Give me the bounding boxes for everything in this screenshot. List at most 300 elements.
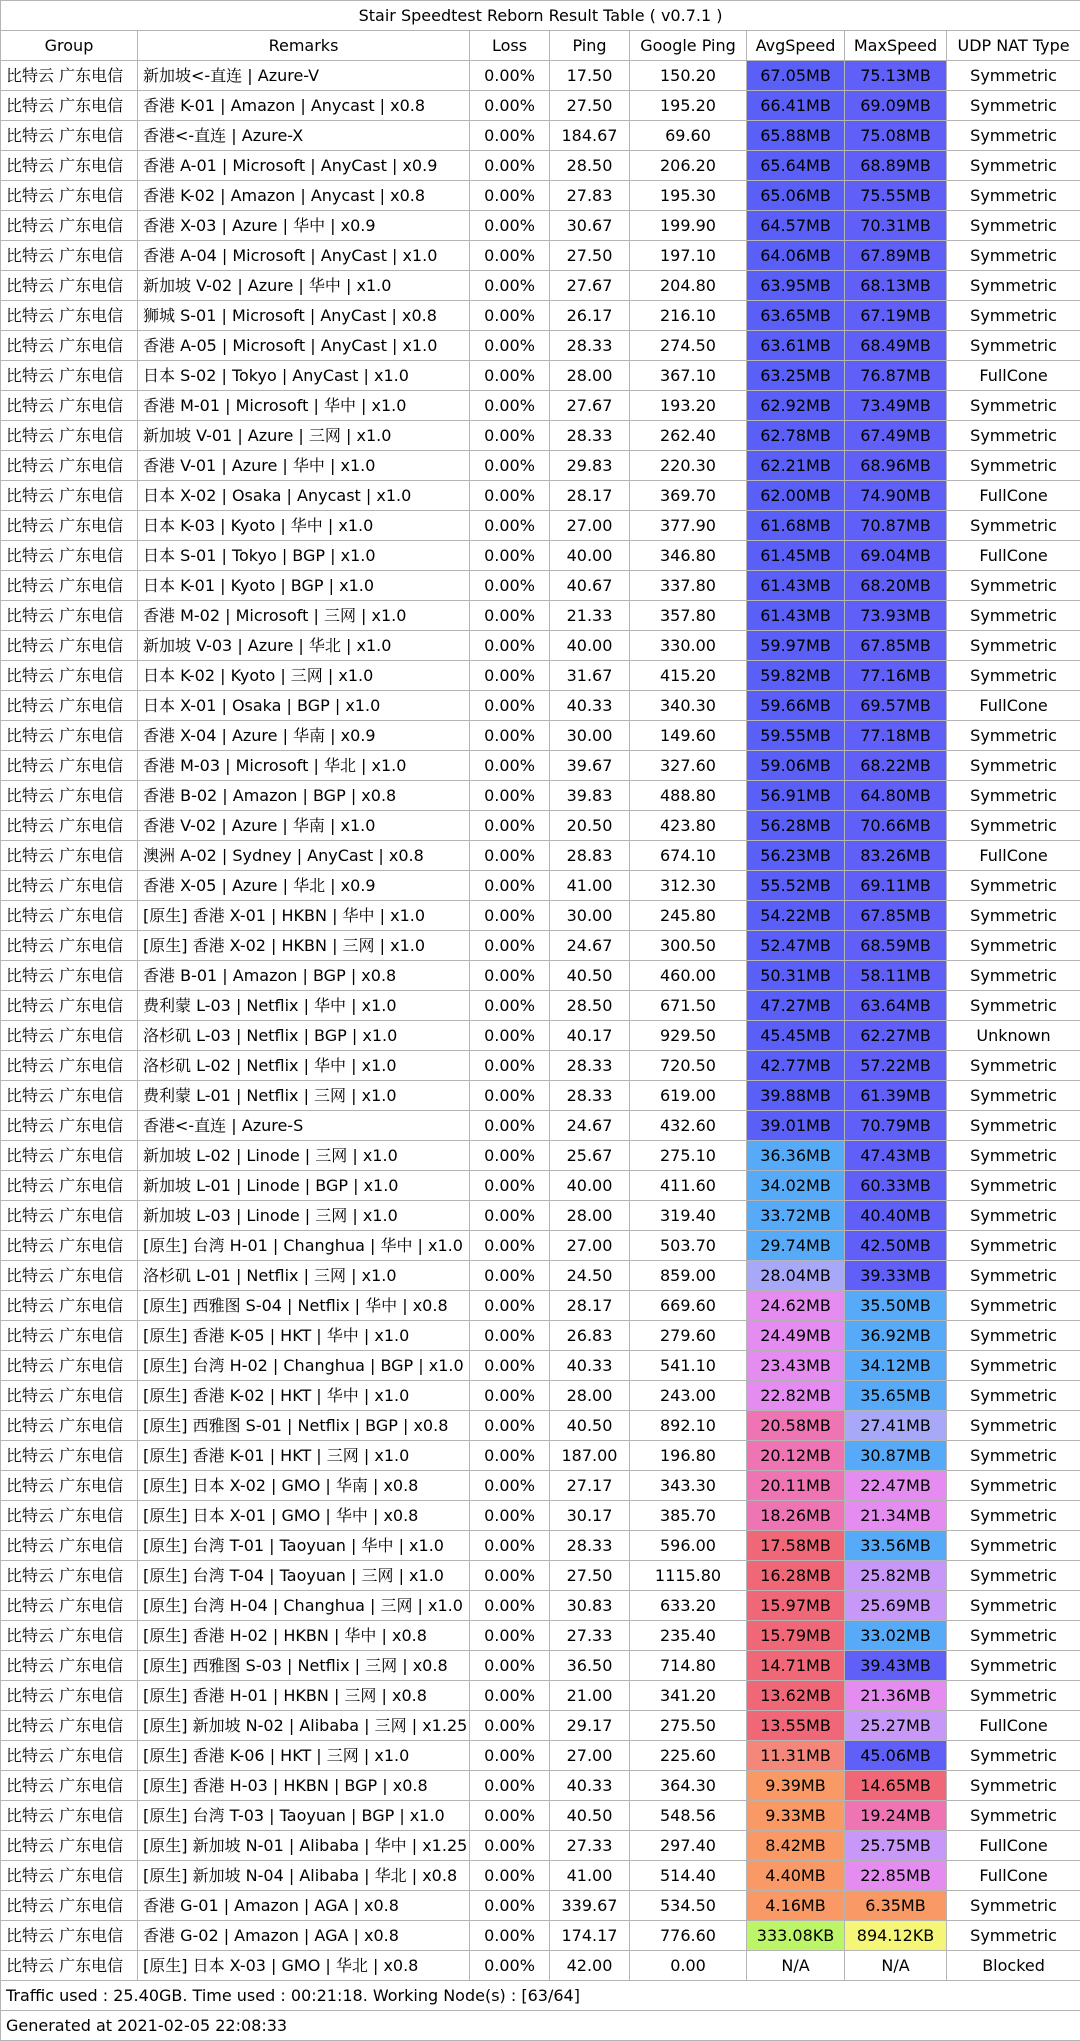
cell-max-speed: 68.89MB [845,151,947,181]
cell-ping: 40.33 [550,1351,630,1381]
table-row [1,421,1080,451]
cell-loss: 0.00% [470,391,550,421]
cell-max-speed: 21.34MB [845,1501,947,1531]
cell-ping: 28.00 [550,1381,630,1411]
cell-max-speed: 61.39MB [845,1081,947,1111]
cell-max-speed: 36.92MB [845,1321,947,1351]
cell-google-ping: 279.60 [630,1321,747,1351]
cell-loss: 0.00% [470,61,550,91]
cell-loss: 0.00% [470,871,550,901]
cell-ping: 187.00 [550,1441,630,1471]
table-row [1,1591,1080,1621]
cell-max-speed: 77.18MB [845,721,947,751]
cell-avg-speed: 65.06MB [747,181,845,211]
cell-google-ping: 423.80 [630,811,747,841]
table-row [1,1231,1080,1261]
cell-loss: 0.00% [470,1411,550,1441]
cell-loss: 0.00% [470,1591,550,1621]
cell-avg-speed: 61.43MB [747,571,845,601]
table-row [1,1531,1080,1561]
cell-loss: 0.00% [470,1261,550,1291]
header-loss: Loss [470,31,550,61]
cell-group: 比特云 广东电信 [1,451,138,481]
cell-avg-speed: 15.97MB [747,1591,845,1621]
cell-loss: 0.00% [470,1921,550,1951]
cell-google-ping: 674.10 [630,841,747,871]
cell-ping: 40.50 [550,1411,630,1441]
cell-max-speed: 67.19MB [845,301,947,331]
cell-google-ping: 619.00 [630,1081,747,1111]
table-row [1,151,1080,181]
cell-udp-nat-type: FullCone [947,1711,1080,1741]
cell-ping: 26.17 [550,301,630,331]
cell-loss: 0.00% [470,901,550,931]
cell-avg-speed: 67.05MB [747,61,845,91]
cell-ping: 28.17 [550,1291,630,1321]
table-row [1,1321,1080,1351]
cell-remarks: 香港 A-04 | Microsoft | AnyCast | x1.0 [138,241,470,271]
cell-group: 比特云 广东电信 [1,901,138,931]
cell-avg-speed: 13.62MB [747,1681,845,1711]
cell-remarks: 新加坡<-直连 | Azure-V [138,61,470,91]
cell-max-speed: 894.12KB [845,1921,947,1951]
cell-avg-speed: 39.01MB [747,1111,845,1141]
cell-avg-speed: 16.28MB [747,1561,845,1591]
cell-avg-speed: N/A [747,1951,845,1981]
cell-ping: 36.50 [550,1651,630,1681]
cell-udp-nat-type: Symmetric [947,721,1080,751]
cell-udp-nat-type: FullCone [947,691,1080,721]
cell-udp-nat-type: FullCone [947,1831,1080,1861]
cell-loss: 0.00% [470,781,550,811]
cell-max-speed: 69.09MB [845,91,947,121]
cell-remarks: 香港 V-02 | Azure | 华南 | x1.0 [138,811,470,841]
cell-avg-speed: 55.52MB [747,871,845,901]
cell-group: 比特云 广东电信 [1,151,138,181]
cell-udp-nat-type: Symmetric [947,661,1080,691]
cell-group: 比特云 广东电信 [1,571,138,601]
cell-max-speed: 19.24MB [845,1801,947,1831]
cell-avg-speed: 28.04MB [747,1261,845,1291]
cell-avg-speed: 63.65MB [747,301,845,331]
cell-loss: 0.00% [470,1321,550,1351]
cell-google-ping: 235.40 [630,1621,747,1651]
cell-ping: 39.83 [550,781,630,811]
cell-loss: 0.00% [470,631,550,661]
cell-group: 比特云 广东电信 [1,1861,138,1891]
cell-max-speed: 69.11MB [845,871,947,901]
cell-ping: 27.00 [550,511,630,541]
table-row [1,1201,1080,1231]
cell-ping: 28.33 [550,1081,630,1111]
cell-group: 比特云 广东电信 [1,1171,138,1201]
cell-remarks: 香港 K-01 | Amazon | Anycast | x0.8 [138,91,470,121]
cell-group: 比特云 广东电信 [1,1291,138,1321]
cell-loss: 0.00% [470,1531,550,1561]
cell-ping: 40.33 [550,1771,630,1801]
cell-google-ping: 720.50 [630,1051,747,1081]
cell-avg-speed: 62.21MB [747,451,845,481]
cell-google-ping: 312.30 [630,871,747,901]
cell-google-ping: 337.80 [630,571,747,601]
cell-ping: 26.83 [550,1321,630,1351]
cell-group: 比特云 广东电信 [1,991,138,1021]
cell-group: 比特云 广东电信 [1,1441,138,1471]
cell-avg-speed: 62.78MB [747,421,845,451]
cell-group: 比特云 广东电信 [1,1921,138,1951]
cell-remarks: [原生] 香港 K-05 | HKT | 华中 | x1.0 [138,1321,470,1351]
cell-google-ping: 377.90 [630,511,747,541]
cell-remarks: 费利蒙 L-03 | Netflix | 华中 | x1.0 [138,991,470,1021]
cell-group: 比特云 广东电信 [1,1411,138,1441]
cell-udp-nat-type: Symmetric [947,901,1080,931]
cell-group: 比特云 广东电信 [1,931,138,961]
table-row [1,391,1080,421]
cell-remarks: 香港<-直连 | Azure-X [138,121,470,151]
cell-group: 比特云 广东电信 [1,481,138,511]
cell-max-speed: 67.85MB [845,631,947,661]
cell-google-ping: 415.20 [630,661,747,691]
cell-ping: 27.67 [550,391,630,421]
cell-google-ping: 69.60 [630,121,747,151]
cell-loss: 0.00% [470,1171,550,1201]
cell-loss: 0.00% [470,1681,550,1711]
cell-ping: 339.67 [550,1891,630,1921]
cell-max-speed: 73.49MB [845,391,947,421]
cell-ping: 41.00 [550,1861,630,1891]
cell-ping: 31.67 [550,661,630,691]
cell-remarks: [原生] 香港 K-06 | HKT | 三网 | x1.0 [138,1741,470,1771]
cell-avg-speed: 61.45MB [747,541,845,571]
table-row [1,751,1080,781]
cell-group: 比特云 广东电信 [1,1891,138,1921]
cell-remarks: [原生] 新加坡 N-02 | Alibaba | 三网 | x1.25 [138,1711,470,1741]
cell-loss: 0.00% [470,991,550,1021]
table-row [1,301,1080,331]
cell-avg-speed: 20.12MB [747,1441,845,1471]
cell-google-ping: 225.60 [630,1741,747,1771]
cell-remarks: [原生] 台湾 H-04 | Changhua | 三网 | x1.0 [138,1591,470,1621]
cell-loss: 0.00% [470,661,550,691]
table-row [1,1021,1080,1051]
cell-loss: 0.00% [470,1111,550,1141]
cell-max-speed: 68.13MB [845,271,947,301]
cell-google-ping: 367.10 [630,361,747,391]
cell-loss: 0.00% [470,91,550,121]
cell-google-ping: 776.60 [630,1921,747,1951]
cell-avg-speed: 24.49MB [747,1321,845,1351]
cell-max-speed: 74.90MB [845,481,947,511]
table-row [1,1831,1080,1861]
cell-max-speed: 77.16MB [845,661,947,691]
cell-group: 比特云 广东电信 [1,1231,138,1261]
cell-avg-speed: 61.43MB [747,601,845,631]
cell-remarks: 日本 K-01 | Kyoto | BGP | x1.0 [138,571,470,601]
cell-avg-speed: 333.08KB [747,1921,845,1951]
cell-udp-nat-type: Symmetric [947,1621,1080,1651]
cell-remarks: [原生] 台湾 T-04 | Taoyuan | 三网 | x1.0 [138,1561,470,1591]
cell-group: 比特云 广东电信 [1,631,138,661]
cell-loss: 0.00% [470,1621,550,1651]
cell-loss: 0.00% [470,1741,550,1771]
cell-google-ping: 503.70 [630,1231,747,1261]
table-row [1,1861,1080,1891]
cell-avg-speed: 66.41MB [747,91,845,121]
cell-max-speed: 70.79MB [845,1111,947,1141]
table-row [1,1801,1080,1831]
cell-group: 比特云 广东电信 [1,1081,138,1111]
cell-avg-speed: 56.91MB [747,781,845,811]
table-row [1,1501,1080,1531]
table-row [1,691,1080,721]
table-row [1,1141,1080,1171]
cell-udp-nat-type: Symmetric [947,991,1080,1021]
cell-group: 比特云 广东电信 [1,1621,138,1651]
cell-ping: 21.33 [550,601,630,631]
header-avg-speed: AvgSpeed [747,31,845,61]
cell-avg-speed: 15.79MB [747,1621,845,1651]
cell-avg-speed: 62.00MB [747,481,845,511]
cell-udp-nat-type: Symmetric [947,1681,1080,1711]
cell-max-speed: 47.43MB [845,1141,947,1171]
cell-udp-nat-type: Symmetric [947,1291,1080,1321]
cell-max-speed: 22.85MB [845,1861,947,1891]
table-row [1,1891,1080,1921]
cell-udp-nat-type: FullCone [947,1861,1080,1891]
cell-avg-speed: 11.31MB [747,1741,845,1771]
cell-ping: 174.17 [550,1921,630,1951]
table-row [1,1081,1080,1111]
cell-loss: 0.00% [470,181,550,211]
cell-group: 比特云 广东电信 [1,421,138,451]
cell-max-speed: 75.13MB [845,61,947,91]
table-row [1,481,1080,511]
cell-loss: 0.00% [470,961,550,991]
cell-max-speed: 69.04MB [845,541,947,571]
cell-udp-nat-type: Symmetric [947,1141,1080,1171]
cell-group: 比特云 广东电信 [1,211,138,241]
cell-google-ping: 669.60 [630,1291,747,1321]
cell-group: 比特云 广东电信 [1,1471,138,1501]
cell-udp-nat-type: Symmetric [947,1921,1080,1951]
cell-loss: 0.00% [470,211,550,241]
cell-google-ping: 195.20 [630,91,747,121]
cell-ping: 40.00 [550,631,630,661]
cell-remarks: 香港 A-05 | Microsoft | AnyCast | x1.0 [138,331,470,361]
table-row [1,331,1080,361]
cell-remarks: [原生] 西雅图 S-03 | Netflix | 三网 | x0.8 [138,1651,470,1681]
traffic-summary: Traffic used : 25.40GB. Time used : 00:21:18. Working Node(s) : [63/64] [1,1981,1080,2011]
cell-remarks: [原生] 台湾 T-03 | Taoyuan | BGP | x1.0 [138,1801,470,1831]
cell-avg-speed: 14.71MB [747,1651,845,1681]
cell-remarks: [原生] 日本 X-02 | GMO | 华南 | x0.8 [138,1471,470,1501]
cell-loss: 0.00% [470,541,550,571]
cell-google-ping: 300.50 [630,931,747,961]
cell-ping: 28.33 [550,1051,630,1081]
table-row [1,1261,1080,1291]
cell-group: 比特云 广东电信 [1,841,138,871]
table-row [1,961,1080,991]
cell-group: 比特云 广东电信 [1,1321,138,1351]
table-row [1,1051,1080,1081]
cell-remarks: 香港 G-01 | Amazon | AGA | x0.8 [138,1891,470,1921]
cell-udp-nat-type: Symmetric [947,601,1080,631]
cell-avg-speed: 63.95MB [747,271,845,301]
cell-loss: 0.00% [470,1711,550,1741]
cell-remarks: 香港 M-01 | Microsoft | 华中 | x1.0 [138,391,470,421]
cell-google-ping: 541.10 [630,1351,747,1381]
cell-remarks: [原生] 香港 X-01 | HKBN | 华中 | x1.0 [138,901,470,931]
cell-google-ping: 343.30 [630,1471,747,1501]
cell-loss: 0.00% [470,691,550,721]
cell-avg-speed: 63.25MB [747,361,845,391]
cell-avg-speed: 47.27MB [747,991,845,1021]
table-row [1,1711,1080,1741]
table-row [1,451,1080,481]
cell-google-ping: 206.20 [630,151,747,181]
cell-udp-nat-type: Symmetric [947,961,1080,991]
cell-loss: 0.00% [470,1231,550,1261]
cell-max-speed: 70.87MB [845,511,947,541]
cell-max-speed: 42.50MB [845,1231,947,1261]
cell-avg-speed: 54.22MB [747,901,845,931]
cell-remarks: [原生] 西雅图 S-01 | Netflix | BGP | x0.8 [138,1411,470,1441]
cell-google-ping: 245.80 [630,901,747,931]
cell-google-ping: 488.80 [630,781,747,811]
table-row [1,721,1080,751]
cell-google-ping: 0.00 [630,1951,747,1981]
cell-group: 比特云 广东电信 [1,511,138,541]
cell-loss: 0.00% [470,121,550,151]
header-google-ping: Google Ping [630,31,747,61]
cell-google-ping: 204.80 [630,271,747,301]
cell-avg-speed: 52.47MB [747,931,845,961]
table-row [1,811,1080,841]
cell-max-speed: 70.66MB [845,811,947,841]
cell-remarks: 日本 K-03 | Kyoto | 华中 | x1.0 [138,511,470,541]
cell-udp-nat-type: Symmetric [947,391,1080,421]
cell-group: 比特云 广东电信 [1,1741,138,1771]
table-body [1,61,1080,1981]
cell-group: 比特云 广东电信 [1,61,138,91]
cell-udp-nat-type: Symmetric [947,1201,1080,1231]
cell-loss: 0.00% [470,841,550,871]
cell-avg-speed: 18.26MB [747,1501,845,1531]
cell-udp-nat-type: FullCone [947,841,1080,871]
cell-udp-nat-type: FullCone [947,361,1080,391]
cell-loss: 0.00% [470,1471,550,1501]
cell-remarks: 香港 G-02 | Amazon | AGA | x0.8 [138,1921,470,1951]
cell-google-ping: 369.70 [630,481,747,511]
cell-avg-speed: 34.02MB [747,1171,845,1201]
cell-google-ping: 150.20 [630,61,747,91]
cell-google-ping: 149.60 [630,721,747,751]
cell-remarks: 新加坡 L-01 | Linode | BGP | x1.0 [138,1171,470,1201]
cell-ping: 40.50 [550,961,630,991]
cell-ping: 29.17 [550,1711,630,1741]
cell-loss: 0.00% [470,1891,550,1921]
cell-udp-nat-type: Symmetric [947,781,1080,811]
cell-group: 比特云 广东电信 [1,1111,138,1141]
cell-ping: 27.67 [550,271,630,301]
cell-udp-nat-type: Symmetric [947,1471,1080,1501]
cell-loss: 0.00% [470,301,550,331]
cell-loss: 0.00% [470,1441,550,1471]
cell-ping: 40.00 [550,541,630,571]
cell-remarks: [原生] 香港 K-01 | HKT | 三网 | x1.0 [138,1441,470,1471]
cell-max-speed: 22.47MB [845,1471,947,1501]
cell-ping: 28.33 [550,421,630,451]
cell-remarks: 日本 X-01 | Osaka | BGP | x1.0 [138,691,470,721]
cell-max-speed: 75.55MB [845,181,947,211]
cell-google-ping: 199.90 [630,211,747,241]
cell-udp-nat-type: Symmetric [947,1801,1080,1831]
cell-max-speed: 68.59MB [845,931,947,961]
cell-google-ping: 193.20 [630,391,747,421]
cell-group: 比特云 广东电信 [1,961,138,991]
cell-remarks: [原生] 新加坡 N-04 | Alibaba | 华北 | x0.8 [138,1861,470,1891]
cell-ping: 27.50 [550,91,630,121]
cell-max-speed: 45.06MB [845,1741,947,1771]
cell-google-ping: 275.10 [630,1141,747,1171]
cell-avg-speed: 59.97MB [747,631,845,661]
cell-remarks: 香港 X-03 | Azure | 华中 | x0.9 [138,211,470,241]
cell-google-ping: 357.80 [630,601,747,631]
cell-ping: 27.00 [550,1231,630,1261]
cell-ping: 42.00 [550,1951,630,1981]
cell-avg-speed: 39.88MB [747,1081,845,1111]
cell-ping: 40.00 [550,1171,630,1201]
cell-remarks: 洛杉矶 L-02 | Netflix | 华中 | x1.0 [138,1051,470,1081]
cell-max-speed: 68.20MB [845,571,947,601]
cell-ping: 27.83 [550,181,630,211]
cell-group: 比特云 广东电信 [1,1711,138,1741]
cell-ping: 30.67 [550,211,630,241]
cell-google-ping: 432.60 [630,1111,747,1141]
cell-loss: 0.00% [470,451,550,481]
cell-google-ping: 340.30 [630,691,747,721]
cell-remarks: [原生] 台湾 H-02 | Changhua | BGP | x1.0 [138,1351,470,1381]
cell-ping: 28.00 [550,361,630,391]
cell-loss: 0.00% [470,331,550,361]
cell-avg-speed: 64.06MB [747,241,845,271]
cell-google-ping: 859.00 [630,1261,747,1291]
cell-udp-nat-type: Symmetric [947,1591,1080,1621]
cell-loss: 0.00% [470,1141,550,1171]
cell-group: 比特云 广东电信 [1,271,138,301]
cell-udp-nat-type: Symmetric [947,331,1080,361]
cell-udp-nat-type: Symmetric [947,1531,1080,1561]
cell-max-speed: 33.56MB [845,1531,947,1561]
header-max-speed: MaxSpeed [845,31,947,61]
cell-group: 比特云 广东电信 [1,1801,138,1831]
cell-ping: 27.17 [550,1471,630,1501]
cell-remarks: [原生] 香港 X-02 | HKBN | 三网 | x1.0 [138,931,470,961]
cell-max-speed: 68.22MB [845,751,947,781]
cell-avg-speed: 9.39MB [747,1771,845,1801]
cell-loss: 0.00% [470,241,550,271]
table-row [1,1741,1080,1771]
table-row [1,871,1080,901]
table-row [1,1411,1080,1441]
cell-google-ping: 275.50 [630,1711,747,1741]
cell-loss: 0.00% [470,721,550,751]
cell-remarks: 日本 X-02 | Osaka | Anycast | x1.0 [138,481,470,511]
table-row [1,1351,1080,1381]
cell-google-ping: 929.50 [630,1021,747,1051]
cell-udp-nat-type: Symmetric [947,451,1080,481]
cell-google-ping: 633.20 [630,1591,747,1621]
